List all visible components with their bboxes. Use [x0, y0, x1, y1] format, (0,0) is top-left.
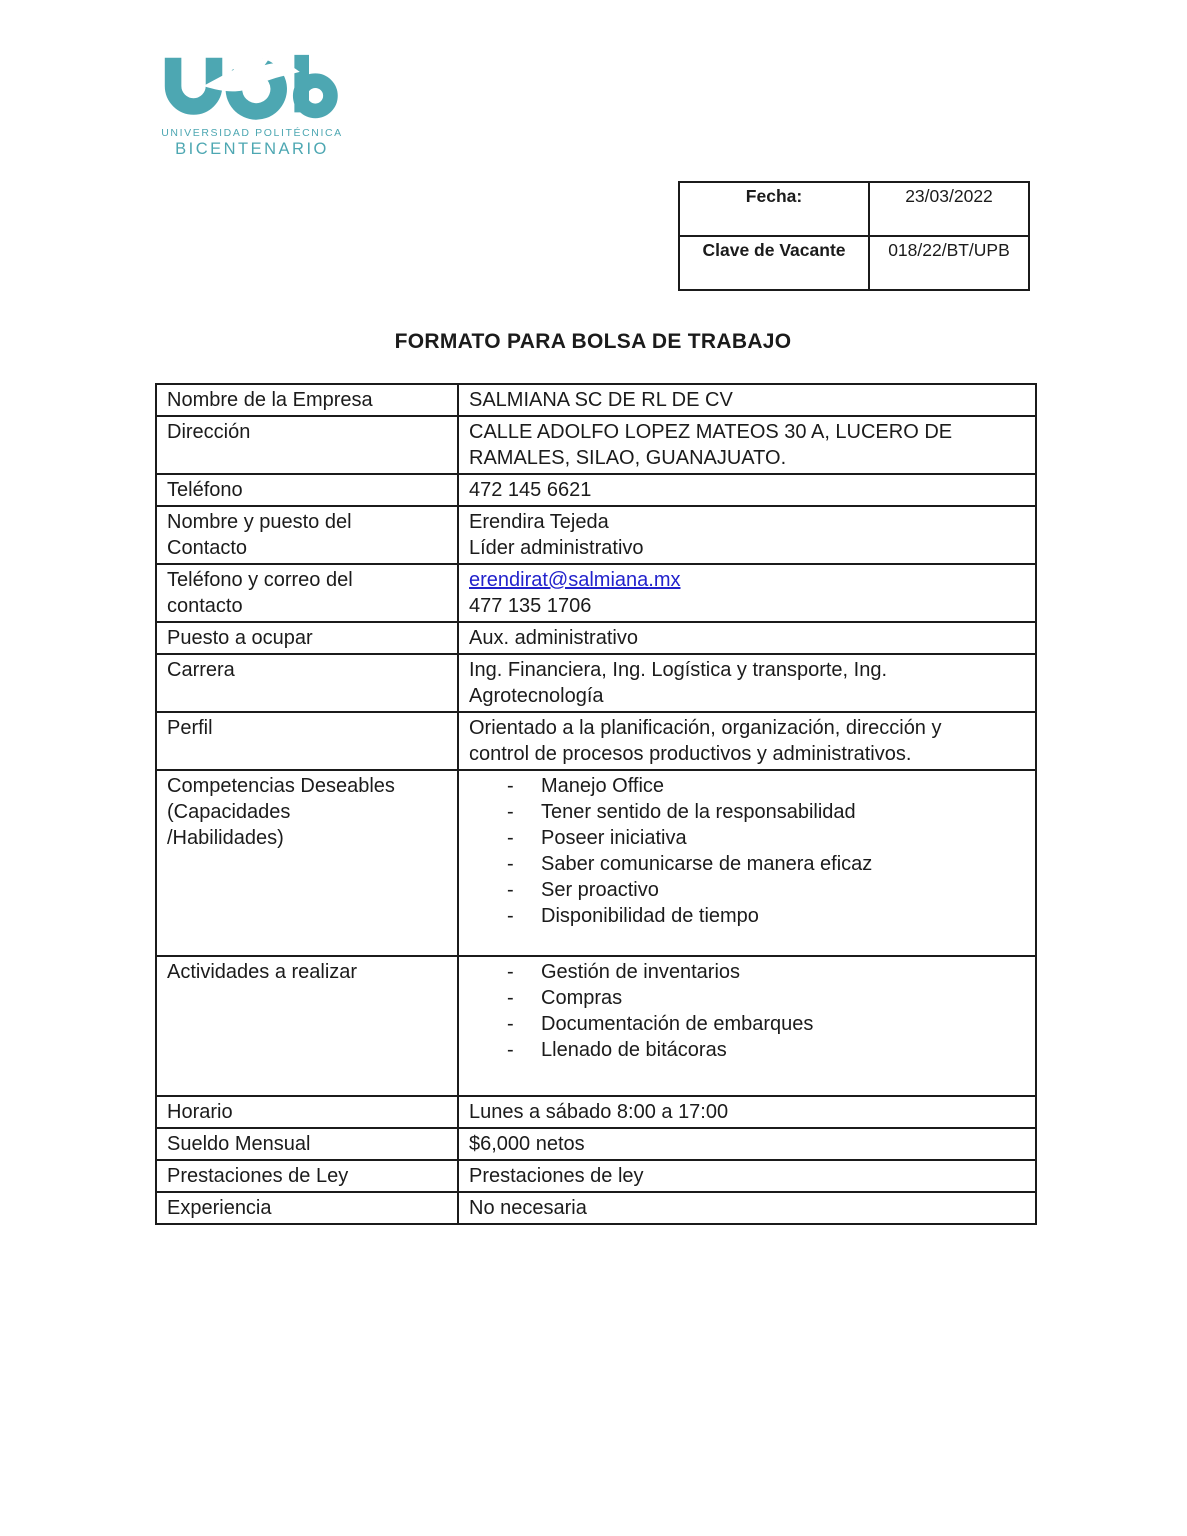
- row-value: [469, 1163, 1001, 1189]
- row-label-cell: [156, 474, 458, 506]
- meta-value: 23/03/2022: [869, 182, 1029, 236]
- value-line: Lunes a sábado 8:00 a 17:00: [469, 1101, 729, 1123]
- row-label-cell: [156, 564, 458, 622]
- row-value: [469, 419, 1001, 471]
- row-label-cell: [156, 712, 458, 770]
- bullet-dash: -: [507, 1013, 514, 1035]
- row-label: Teléfono y correo del contacto: [167, 569, 353, 617]
- value-line: $6,000 netos: [469, 1133, 585, 1155]
- table-row: [156, 564, 1036, 622]
- bullet-dash: -: [507, 853, 514, 875]
- row-label: Dirección: [167, 421, 251, 443]
- logo-letter-u: [173, 58, 214, 107]
- row-value: [469, 567, 1001, 619]
- row-label: Horario: [167, 1101, 233, 1123]
- email-link[interactable]: erendirat@salmiana.mx: [469, 569, 681, 591]
- row-value: [469, 509, 1001, 561]
- bullet-dash: -: [507, 1039, 514, 1061]
- value-line: Líder administrativo: [469, 537, 644, 559]
- row-label: Actividades a realizar: [167, 961, 358, 983]
- form-table: [155, 383, 1037, 1225]
- bullet-dash: -: [507, 905, 514, 927]
- row-value: [469, 1131, 1001, 1157]
- bullet-dash: -: [507, 987, 514, 1009]
- bullet-dash: -: [507, 961, 514, 983]
- table-row: [156, 956, 1036, 1096]
- value-line: 477 135 1706: [469, 595, 592, 617]
- meta-row: [679, 182, 1029, 236]
- bullet-item: [469, 985, 1001, 1011]
- row-value: [469, 387, 1001, 413]
- bullet-dash: -: [507, 801, 514, 823]
- table-row: [156, 416, 1036, 474]
- value-line: Ing. Financiera, Ing. Logística y transporte, Ing. Agrotecnología: [469, 659, 888, 707]
- row-value-cell: [458, 1160, 1036, 1192]
- bullet-item: [469, 959, 1001, 985]
- table-row: [156, 654, 1036, 712]
- row-value-cell: [458, 474, 1036, 506]
- row-label-cell: [156, 1096, 458, 1128]
- row-value-cell: [458, 1128, 1036, 1160]
- row-label: Sueldo Mensual: [167, 1133, 311, 1155]
- bullet-item: [469, 825, 1001, 851]
- value-line: No necesaria: [469, 1197, 587, 1219]
- table-row: [156, 712, 1036, 770]
- row-value-cell: [458, 416, 1036, 474]
- bullet-text: Gestión de inventarios: [541, 961, 741, 983]
- row-label-cell: [156, 1160, 458, 1192]
- row-label-cell: [156, 506, 458, 564]
- page-title: FORMATO PARA BOLSA DE TRABAJO: [394, 330, 792, 353]
- row-value-cell: [458, 1096, 1036, 1128]
- bullet-item: [469, 851, 1001, 877]
- table-row: [156, 1160, 1036, 1192]
- row-label-cell: [156, 770, 458, 956]
- table-row: [156, 506, 1036, 564]
- row-label: Teléfono: [167, 479, 243, 501]
- row-value-cell: [458, 564, 1036, 622]
- row-value-cell: [458, 956, 1036, 1096]
- value-line: CALLE ADOLFO LOPEZ MATEOS 30 A, LUCERO DE RAMALES, SILAO, GUANAJUATO.: [469, 421, 953, 469]
- value-line: Prestaciones de ley: [469, 1165, 644, 1187]
- bullet-item: [469, 773, 1001, 799]
- row-value: [469, 959, 1001, 1063]
- bullet-item: [469, 877, 1001, 903]
- bullet-text: Saber comunicarse de manera eficaz: [541, 853, 873, 875]
- row-value-cell: [458, 506, 1036, 564]
- row-label-cell: [156, 384, 458, 416]
- row-label-cell: [156, 416, 458, 474]
- bullet-text: Compras: [541, 987, 623, 1009]
- table-row: [156, 1192, 1036, 1224]
- bullet-text: Ser proactivo: [541, 879, 659, 901]
- meta-value: 018/22/BT/UPB: [869, 236, 1029, 290]
- form-table-body: [156, 384, 1036, 1224]
- row-label-cell: [156, 1128, 458, 1160]
- row-value-cell: [458, 712, 1036, 770]
- bullet-text: Tener sentido de la responsabilidad: [541, 801, 856, 823]
- meta-table: [678, 181, 1030, 291]
- row-label: Nombre y puesto del Contacto: [167, 511, 352, 559]
- bullet-text: Manejo Office: [541, 775, 665, 797]
- bullet-item: [469, 1037, 1001, 1063]
- row-label-cell: [156, 622, 458, 654]
- row-value-cell: [458, 622, 1036, 654]
- value-line: Erendira Tejeda: [469, 511, 609, 533]
- bullet-item: [469, 799, 1001, 825]
- value-line: 472 145 6621: [469, 479, 592, 501]
- bullet-dash: -: [507, 827, 514, 849]
- row-label: Perfil: [167, 717, 213, 739]
- row-value: [469, 657, 1001, 709]
- bullet-dash: -: [507, 879, 514, 901]
- table-row: [156, 474, 1036, 506]
- row-label-cell: [156, 956, 458, 1096]
- meta-table-body: [679, 182, 1029, 290]
- value-line: Orientado a la planificación, organización, dirección y control de procesos productivos y administrativos.: [469, 717, 942, 765]
- logo-subtitle-line1: UNIVERSIDAD POLITÉCNICA: [161, 127, 343, 139]
- row-value: [469, 625, 1001, 651]
- value-line: Aux. administrativo: [469, 627, 638, 649]
- meta-label: Clave de Vacante: [679, 236, 869, 290]
- bullet-item: [469, 903, 1001, 929]
- row-label: Puesto a ocupar: [167, 627, 313, 649]
- row-label: Prestaciones de Ley: [167, 1165, 349, 1187]
- row-value: [469, 773, 1001, 929]
- bullet-text: Llenado de bitácoras: [541, 1039, 727, 1061]
- table-row: [156, 622, 1036, 654]
- logo-subtitle-line2: BICENTENARIO: [175, 140, 329, 158]
- table-row: [156, 1096, 1036, 1128]
- row-label-cell: [156, 1192, 458, 1224]
- upb-logo-mark: [154, 50, 350, 126]
- row-value-cell: [458, 654, 1036, 712]
- bullet-text: Disponibilidad de tiempo: [541, 905, 759, 927]
- upb-logo: [152, 50, 352, 159]
- row-value-cell: [458, 1192, 1036, 1224]
- bullet-dash: -: [507, 775, 514, 797]
- row-value: [469, 715, 1001, 767]
- table-row: [156, 770, 1036, 956]
- row-label: Competencias Deseables (Capacidades /Habilidades): [167, 775, 395, 849]
- row-label: Experiencia: [167, 1197, 272, 1219]
- value-line: SALMIANA SC DE RL DE CV: [469, 389, 733, 411]
- row-value-cell: [458, 384, 1036, 416]
- row-label: Carrera: [167, 659, 235, 681]
- bullet-text: Poseer iniciativa: [541, 827, 687, 849]
- meta-row: [679, 236, 1029, 290]
- value-line: [469, 567, 1001, 593]
- row-label: Nombre de la Empresa: [167, 389, 373, 411]
- row-value: [469, 1099, 1001, 1125]
- row-value: [469, 1195, 1001, 1221]
- row-label-cell: [156, 654, 458, 712]
- meta-label: Fecha:: [679, 182, 869, 236]
- row-value-cell: [458, 770, 1036, 956]
- bullet-item: [469, 1011, 1001, 1037]
- logo-letter-b-bowl: [300, 81, 330, 111]
- row-value: [469, 477, 1001, 503]
- table-row: [156, 384, 1036, 416]
- table-row: [156, 1128, 1036, 1160]
- bullet-text: Documentación de embarques: [541, 1013, 814, 1035]
